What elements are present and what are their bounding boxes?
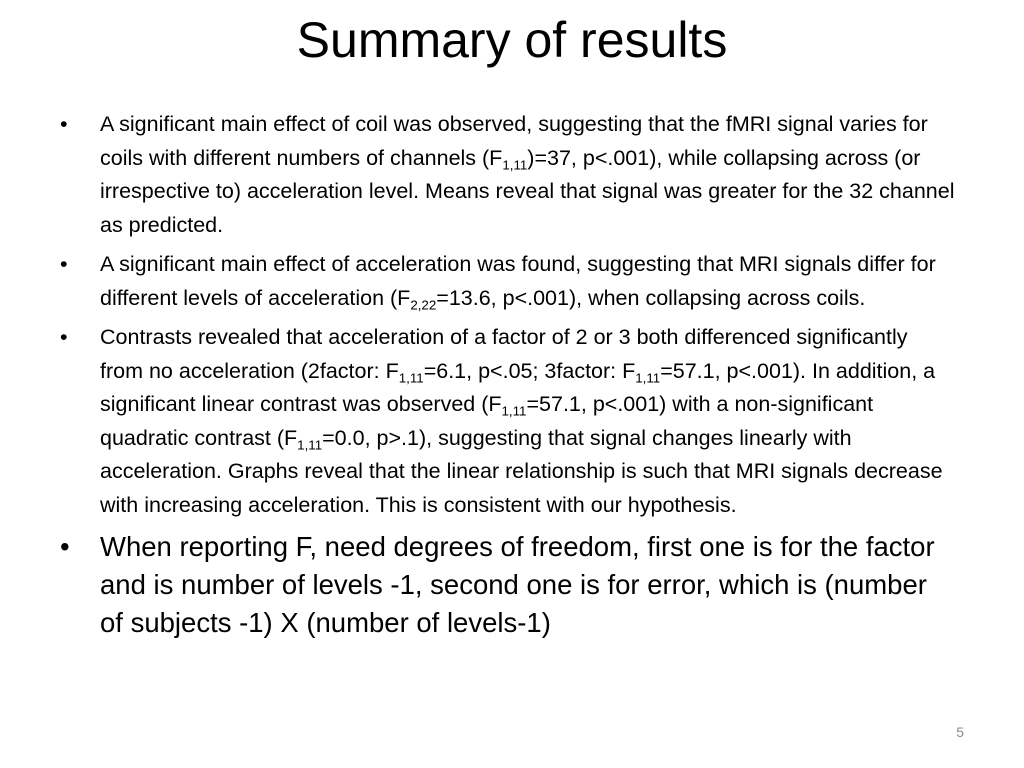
bullet-item	[56, 528, 956, 642]
subscript: 1,11	[297, 437, 323, 453]
bullet-dot-icon: •	[60, 325, 68, 349]
bullet-dot-icon: •	[60, 252, 68, 276]
bullet-dot-icon: •	[60, 531, 70, 562]
bullet-dot-icon: •	[60, 112, 68, 136]
subscript: 1,11	[502, 157, 528, 173]
slide-title: Summary of results	[296, 12, 728, 68]
bullet-text: A significant main effect of acceleration was found, suggesting that MRI signals differ for different levels of acceleration ($F_{2,22}=13.6$, p<.001), when collapsing across coils.	[100, 252, 936, 313]
bullet-item	[56, 321, 956, 522]
subscript: 1,11	[635, 370, 661, 386]
subscript: 1,11	[501, 403, 527, 419]
subscript: 2,22	[410, 297, 437, 313]
bullet-item	[56, 108, 956, 242]
subscript: 1,11	[398, 370, 424, 386]
bullet-list	[56, 108, 956, 642]
bullet-text: When reporting F, need degrees of freedom, first one is for the factor and is number of levels -1, second one is for error, which is (number of subjects -1) X (number of levels-1)	[100, 531, 935, 638]
bullet-item	[56, 248, 956, 315]
page-number: 5	[956, 724, 964, 740]
bullet-text: A significant main effect of coil was observed, suggesting that the fMRI signal varies for coils with different numbers of channels $(F_{1,11})=37$, p<.001), while collapsing across (or irrespective to) acceleration level. Means reveal that signal was greater for the 32 channel as predicted.	[100, 112, 955, 237]
bullet-text: Contrasts revealed that acceleration of a factor of 2 or 3 both differenced significantly from no acceleration (2factor: $F_{1,11}=6.1$, p<.05; 3factor: $F_{1,11}=57.1$, p<.001). In addition, a significant linear contrast was observed ($F_{1,11}=57.1$, p<.001) with a non-significant quadratic contrast ($F_{1,11}=0.0$, p>.1), suggesting that signal changes linearly with acceleration. Graphs reveal that the linear relationship is such that MRI signals decrease with increasing acceleration. This is consistent with our hypothesis.	[100, 325, 943, 517]
